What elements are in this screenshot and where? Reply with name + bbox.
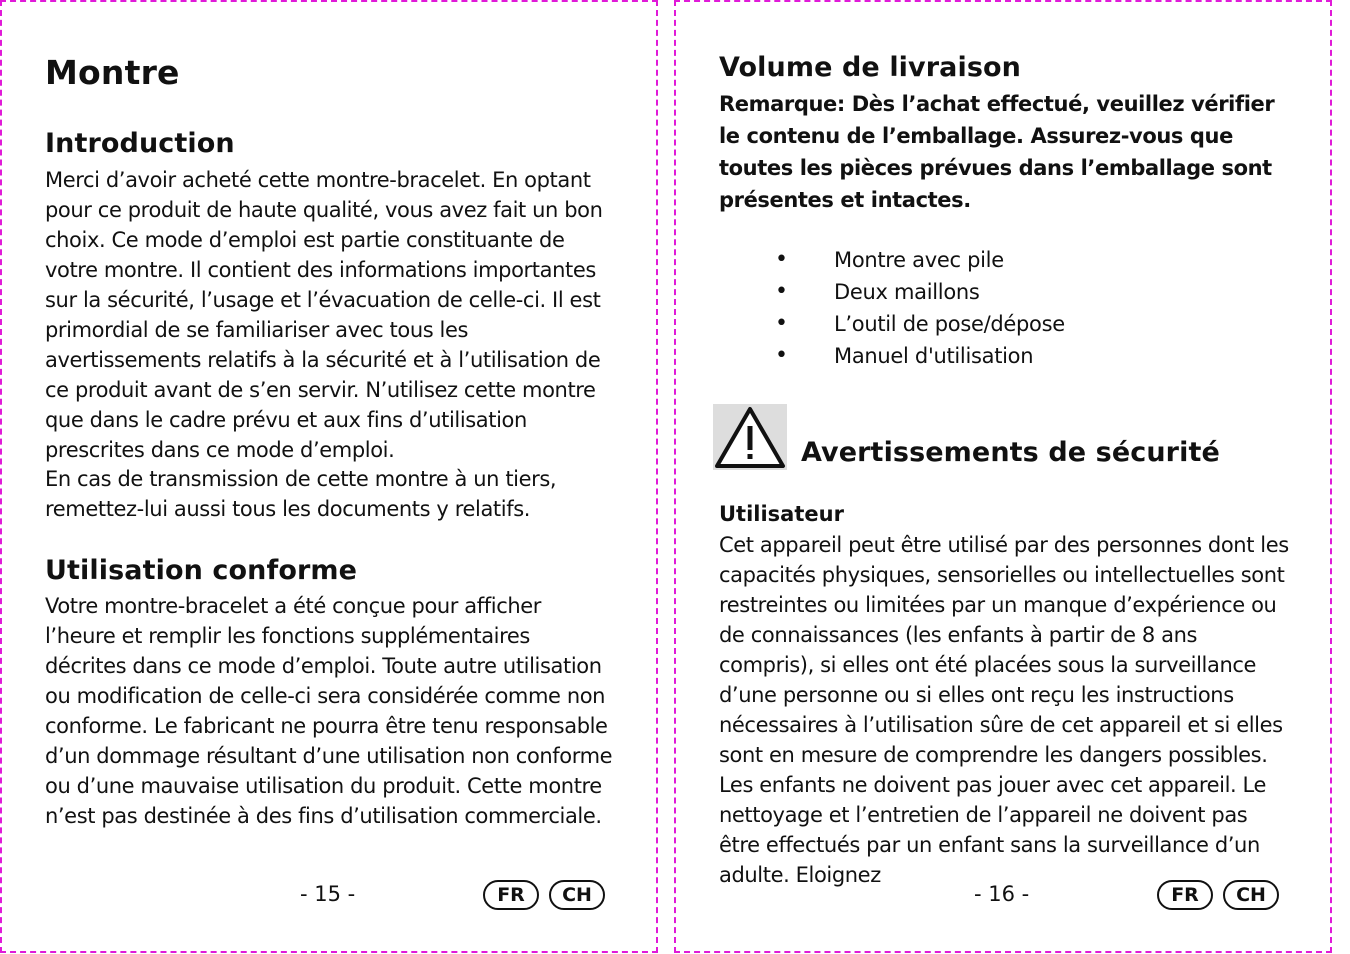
introduction-paragraph-2: En cas de transmission de cette montre à un tiers, remettez-lui aussi tous les documents y relatifs. (45, 467, 557, 521)
user-subheading: Utilisateur (719, 502, 844, 526)
right-page (674, 0, 1332, 953)
user-paragraph: Cet appareil peut être utilisé par des personnes dont les capacités physiques, sensorielles ou intellectuelles sont restreintes ou limitées par un manque d’expérience ou de connaissances (les enfants à partir de 8 ans compris), si elles ont été placées sous la surveillance d’une personne ou si elles ont reçu les instructions nécessaires à l’utilisation sûre de cet appareil et si elles sont en mesure de comprendre les dangers possibles. Les enfants ne doivent pas jouer avec cet appareil. Le nettoyage et l’entretien de l’appareil ne doivent pas être effectués par un enfant sans la surveillance d’un adulte. Eloignez (719, 533, 1289, 887)
introduction-heading: Introduction (45, 128, 235, 159)
intended-use-heading: Utilisation conforme (45, 555, 358, 586)
language-badge-ch: CH (1223, 880, 1279, 910)
delivery-list (719, 244, 1291, 372)
warning-triangle-icon (713, 404, 787, 470)
language-badge-ch: CH (549, 880, 605, 910)
safety-heading: Avertissements de sécurité (801, 437, 1220, 468)
page-number: - 15 - (300, 882, 356, 906)
page-title: Montre (45, 53, 180, 92)
list-item: • Montre avec pile (719, 244, 1291, 276)
intended-use-paragraph: Votre montre-bracelet a été conçue pour afficher l’heure et remplir les fonctions supplémentaires décrites dans ce mode d’emploi. Toute autre utilisation ou modification de celle-ci sera considérée comme non conforme. Le fabricant ne pourra être tenu responsable d’un dommage résultant d’une utilisation non conforme ou d’une mauvaise utilisation du produit. Cette montre n’est pas destinée à des fins d’utilisation commerciale. (45, 594, 613, 828)
list-item: • Manuel d'utilisation (719, 340, 1291, 372)
language-badge-fr: FR (483, 880, 539, 910)
left-page (0, 0, 658, 953)
page-number: - 16 - (974, 882, 1030, 906)
list-item: • Deux maillons (719, 276, 1291, 308)
delivery-heading: Volume de livraison (719, 52, 1021, 83)
delivery-note: Remarque: Dès l’achat effectué, veuillez vérifier le contenu de l’emballage. Assurez-vous que toutes les pièces prévues dans l’emballage sont présentes et intactes. (719, 92, 1275, 212)
introduction-paragraph: Merci d’avoir acheté cette montre-bracelet. En optant pour ce produit de haute qualité, vous avez fait un bon choix. Ce mode d’emploi est partie constituante de votre montre. Il contient des informations importantes sur la sécurité, l’usage et l’évacuation de celle-ci. Il est primordial de se familiariser avec tous les avertissements relatifs à la sécurité et à l’utilisation de ce produit avant de s’en servir. N’utilisez cette montre que dans le cadre prévu et aux fins d’utilisation prescrites dans ce mode d’emploi. (45, 168, 603, 462)
language-badge-fr: FR (1157, 880, 1213, 910)
list-item: • L’outil de pose/dépose (719, 308, 1291, 340)
